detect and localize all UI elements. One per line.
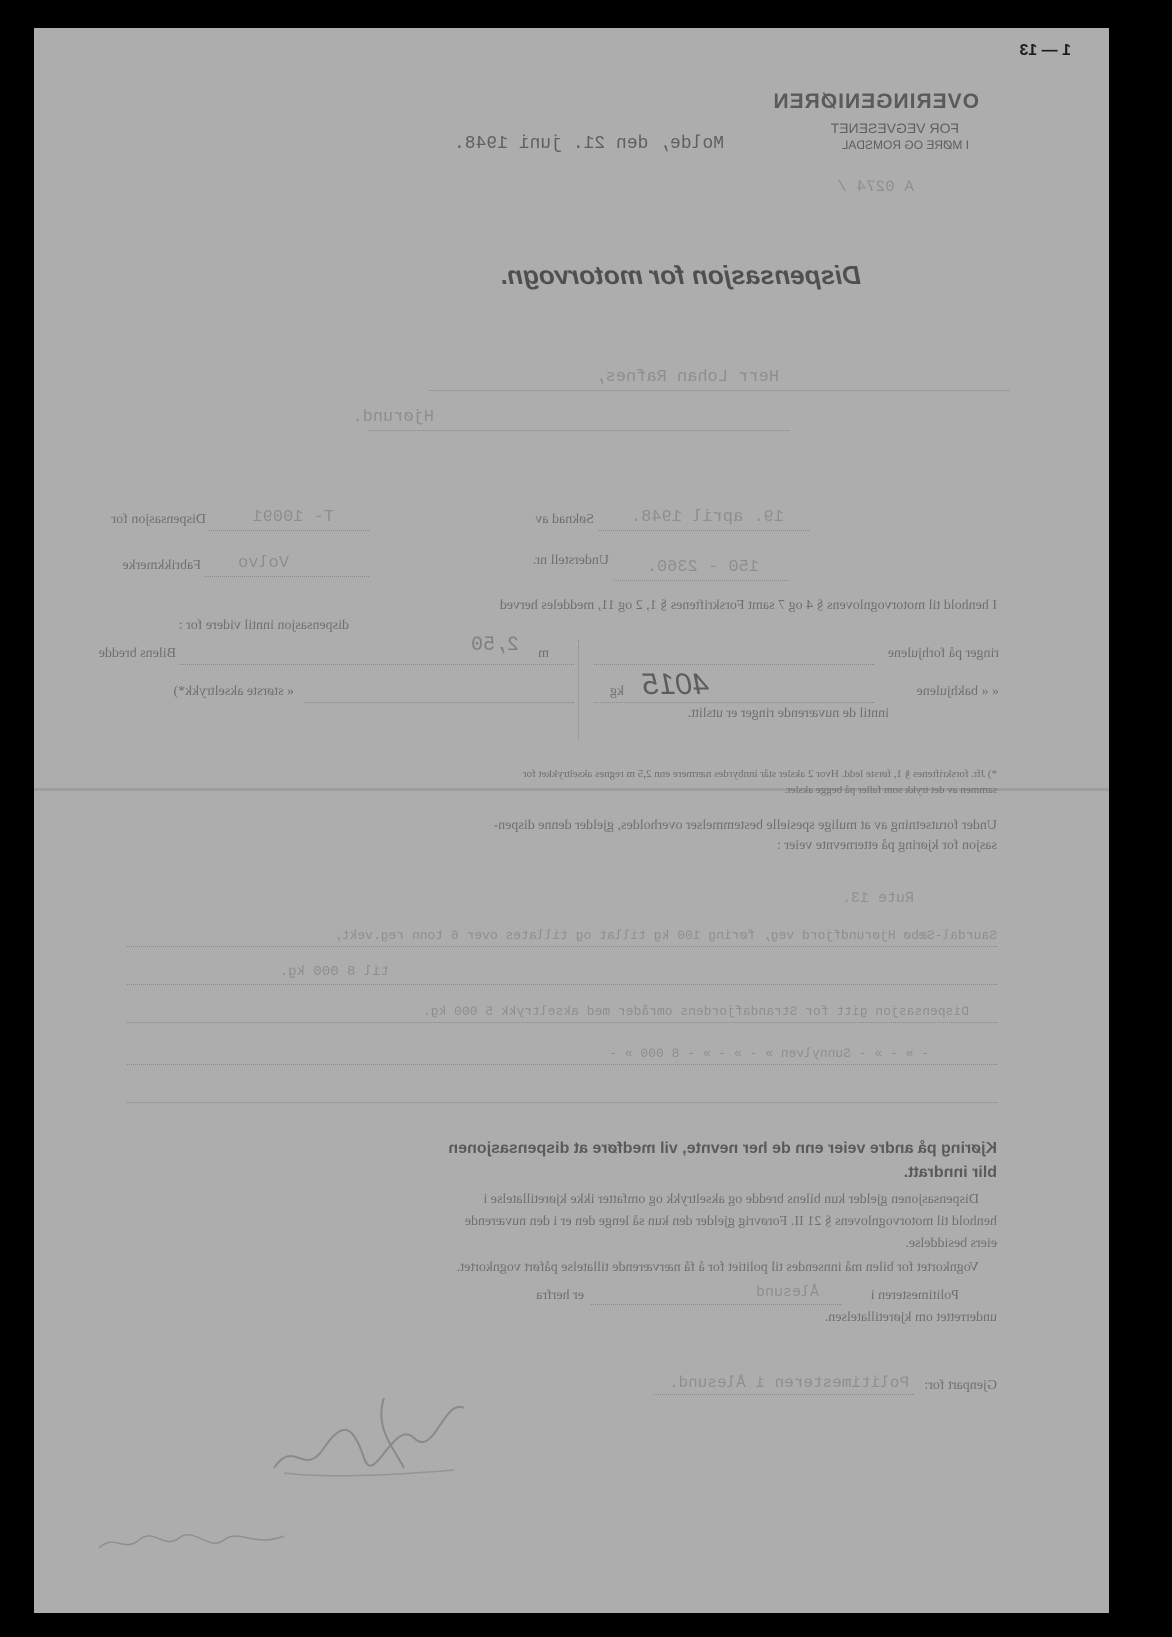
document-title: Dispensasjon for motorvogn.	[499, 260, 861, 290]
route-dotline-2	[127, 984, 997, 985]
intro-line-2: dispensasjon inntil videre for :	[178, 618, 349, 633]
aksel-line	[304, 702, 574, 703]
forhjul-line	[594, 664, 874, 665]
sokned-label: Søknad av	[535, 512, 594, 527]
gjenpart-label: Gjenpart for:	[924, 1378, 997, 1393]
closing-p3-place: Ålesund	[755, 1284, 819, 1301]
bredde-line	[179, 664, 574, 665]
mirrored-content	[34, 28, 1109, 1613]
route-line-3: til 8 000 kg.	[279, 964, 389, 980]
sokned-date: 19. april 1948.	[630, 508, 784, 527]
route-line-2: Saurdal-Sæbø Hjørundfjord veg, føring 100 kg tillat og tillates over 6 tonn reg.vekt,	[333, 928, 997, 943]
recipient-line-2	[369, 430, 789, 431]
footnote-line-1: *) Jfr. forskriftenes § 1, første ledd. Hvor 2 aksler står innbyrdes nærmere enn 2,5 m regnes akseltrykket for	[522, 768, 997, 780]
fabrikkmerke-value: Volvo	[237, 554, 289, 573]
dispensasjon-for-label: Dispensasjon for	[111, 512, 206, 527]
condition-line-1: Under forutsetning av at mulige spesielle bestemmelser overholdes, gjelder denne dispen-	[493, 818, 997, 833]
form-divider	[578, 640, 579, 740]
gjenpart-line	[654, 1394, 914, 1395]
bredde-unit: m	[538, 646, 549, 661]
file-reference: A 0274 /	[837, 178, 914, 196]
letterhead-line3: I MØRE OG ROMSDAL	[841, 138, 969, 152]
closing-bold-1: Kjøring på andre veier enn de her nevnte, vil medføre at dispensasjonen	[448, 1140, 997, 1157]
aksel-value: 4015	[642, 668, 709, 701]
place-date: Molde, den 21. juni 1948.	[453, 134, 724, 154]
aksel-unit: kg	[610, 684, 624, 699]
bredde-value: 2,50	[470, 634, 519, 657]
closing-p3-b: er herfra	[536, 1288, 584, 1303]
politimester-line	[591, 1304, 841, 1305]
slitt-note: inntil de nuværende ringer er utslitt.	[687, 706, 889, 721]
bakhjul-line	[594, 702, 874, 703]
condition-line-2: sasjon for kjøring på etternevnte veier :	[776, 838, 997, 853]
signature-image	[264, 1378, 484, 1488]
ringer-forhjul: ringer på forhjulene	[887, 646, 999, 661]
closing-bold-2: blir inndratt.	[903, 1164, 997, 1181]
closing-p3-a: Politimesteren i	[870, 1288, 959, 1303]
route-line-5: - » - » - Sunnylven » - » - » - 8 000 » -	[609, 1046, 929, 1061]
recipient-line-1	[429, 390, 1009, 391]
intro-line-1: I henhold til motorvognlovens § 4 og 7 samt Forskriftenes § 1, 2 og 11, meddeles herved	[499, 598, 997, 613]
handwritten-note-image	[94, 1528, 294, 1558]
aksel-label: « største akseltrykk*)	[173, 684, 294, 699]
route-dotline-4	[127, 1064, 997, 1065]
bredde-label: Bilens bredde	[98, 646, 176, 661]
understell-line	[614, 580, 789, 581]
sokned-line	[599, 530, 809, 531]
understell-value: 150 - 2360.	[646, 558, 759, 577]
understell-label: Understell nr.	[532, 553, 609, 568]
reg-number-line	[209, 530, 369, 531]
route-dotline-5	[127, 1102, 997, 1103]
letterhead-line1: OVERINGENIØREN	[772, 90, 979, 113]
ringer-bakhjul: « « bakhjulene	[916, 684, 999, 699]
closing-p1-line1: Dispensasjonen gjelder kun bilens bredde og akseltrykk og omfatter ikke kjøretillatelse i	[483, 1192, 979, 1207]
route-dotline-1	[127, 946, 997, 947]
recipient-name: Herr Lohan Rafnes,	[595, 368, 779, 387]
closing-p1-line3: eiers besiddelse.	[905, 1236, 997, 1251]
route-line-4: Dispensasjon gitt for Strandafjordens områder med akseltrykk 5 000 kg.	[422, 1004, 969, 1019]
route-dotline-3	[127, 1022, 997, 1023]
closing-p1-line2: henhold til motorvognlovens § 21 II. Forøvrig gjelder den kun så lenge den er i den nuværende	[464, 1214, 997, 1229]
fabrikk-line	[204, 576, 369, 577]
fabrikkmerke-label: Fabrikkmerke	[122, 558, 201, 573]
recipient-place: Hjørund.	[352, 408, 434, 427]
corner-mark: 1 — 13	[1019, 42, 1071, 59]
closing-p2: Vognkortet for bilen må innsendes til politiet for å få nærværende tillatelse påført vognkortet.	[456, 1260, 979, 1275]
closing-p3-c: underrettet om kjøretillatelsen.	[824, 1310, 997, 1325]
document-sheet	[34, 28, 1109, 1613]
route-line-1: Rute 13.	[841, 890, 914, 907]
footnote-line-2: sammen av det trykk som faller på begge aksler.	[784, 784, 997, 796]
reg-number: T- 10091	[252, 508, 334, 527]
gjenpart-value: Politimesteren i Ålesund.	[668, 1374, 909, 1392]
letterhead-line2: FOR VEGVESENET	[830, 120, 959, 136]
